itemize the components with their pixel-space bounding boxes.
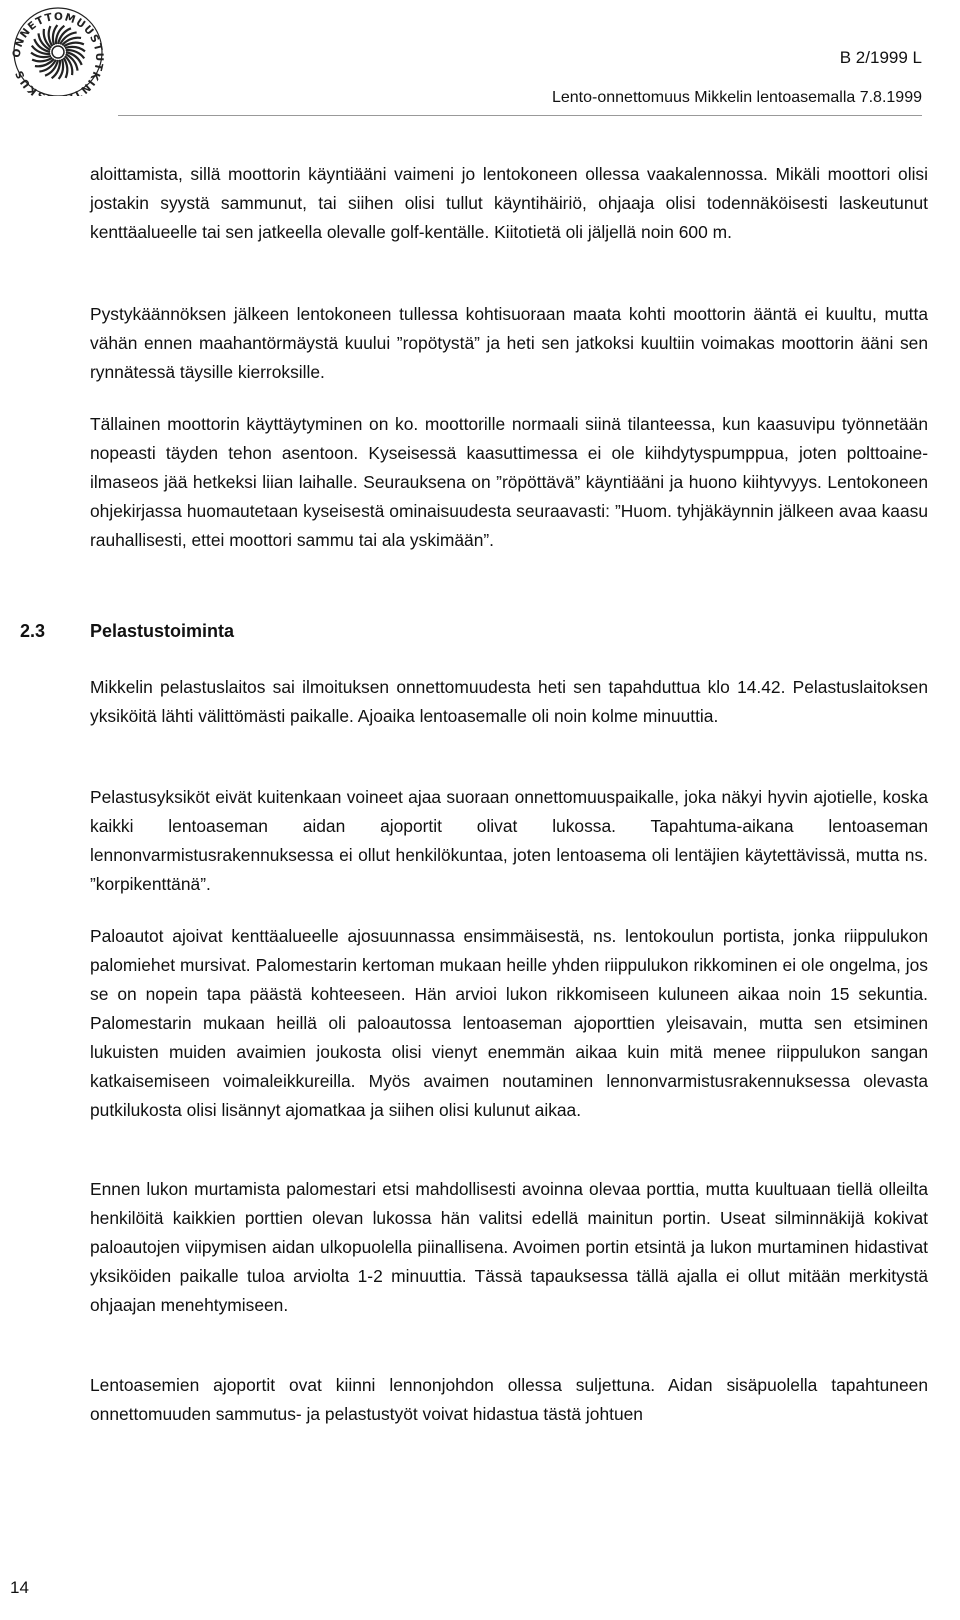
section-number: 2.3: [20, 621, 46, 641]
logo-swirl-stroke: [49, 26, 53, 46]
header-divider: [118, 115, 922, 116]
logo-swirl-stroke: [64, 43, 84, 47]
paragraph-1: aloittamista, sillä moottorin käyntiääni vaimeni jo lentokoneen ollessa vaakalennossa. Mikäli moottori olisi jostakin syystä sammunut, tai siihen olisi tullut käyntihäiriö, ohjaaja olisi todennäköisesti laskeutunut kenttäalueelle tai sen jatkeella olevalle golf-kentälle. Kiitotietä oli jäljellä noin 600 m.: [90, 164, 928, 242]
page-number: 14: [10, 1578, 29, 1597]
paragraph-2: Pystykäännöksen jälkeen lentokoneen tullessa kohtisuoraan maata kohti moottorin ääntä ei kuultu, mutta vähän ennen maahantörmäystä kuului ”ropötystä” ja heti sen jatkoksi kuultiin voimakas moottorin ääni sen rynnätessä täysille kierroksille.: [90, 304, 928, 382]
svg-text:ONNETTOMUUSTUTKINTAKESKUS: ONNETTOMUUSTUTKINT SKUS: [10, 10, 106, 96]
agency-logo: [2, 2, 114, 96]
paragraph-5: Pelastusyksiköt eivät kuitenkaan voineet ajaa suoraan onnettomuuspaikalle, joka näkyi hyvin ajotielle, koska kaikki lentoaseman aidan ajoportit olivat lukossa. Tapahtuma-aikana lentoaseman lennonvarmistusrakennuksessa ei ollut henkilökuntaa, joten lentoasema oli lentäjien käytettävissä, mutta ns. ”korpikenttänä”.: [90, 787, 928, 894]
report-code: B 2/1999 L: [839, 48, 922, 67]
logo-swirl-stroke: [64, 58, 68, 78]
logo-swirl-stroke: [32, 58, 52, 62]
paragraph-7: Ennen lukon murtamista palomestari etsi mahdollisesti avoinna olevaa porttia, mutta kuultuaan tiellä olleilta henkilöitä kaikkien porttien olevan lukossa hän valitsi edellä mainitun portin. Useat silminnäkijä kokivat paloautojen viipymisen aidan ulkopuolella piinallisena. Avoimen portin etsintä ja lukon murtaminen hidastivat yksiköiden paikalle tuloa arviolta 1-2 minuuttia. Tässä tapauksessa tällä ajalla ei ollut mitään merkitystä ohjaajan menehtymiseen.: [90, 1179, 928, 1315]
paragraph-6: Paloautot ajoivat kenttäalueelle ajosuunnassa ensimmäisestä, ns. lentokoulun portista, jonka riippulukon palomiehet mursivat. Palomestarin kertoman mukaan heille yhden riippulukon rikkominen ei ole ongelma, jos se on nopein tapa päästä kohteeseen. Hän arvioi lukon rikkomiseen kuluneen aikaa noin 15 sekuntia. Palomestarin mukaan heillä oli paloautossa lentoaseman ajoporttien yleisavain, mutta sen etsiminen lukuisten muiden avaimien joukosta olisi vienyt enemmän aikaa kuin mitä menee riippulukon sangan katkaisemiseen voimaleikkureilla. Myös avaimen noutaminen lennonvarmistusrakennuksessa olevasta putkilukosta olisi lisännyt ajomatkaa ja siihen olisi kulunut aikaa.: [90, 926, 928, 1120]
paragraph-4: Mikkelin pelastuslaitos sai ilmoituksen onnettomuudesta heti sen tapahduttua klo 14.42. Pelastuslaitoksen yksiköitä lähti välittömästi paikalle. Ajoaika lentoasemalle oli noin kolme minuuttia.: [90, 677, 928, 726]
paragraph-3: Tällainen moottorin käyttäytyminen on ko. moottorille normaali siinä tilanteessa, kun kaasuvipu työnnetään nopeasti täyden tehon asentoon. Kyseisessä kaasuttimessa ei ole kiihdytyspumppua, joten polttoaine-ilmaseos jää hetkeksi liian laihalle. Seurauksena on ”röpöttävä” käyntiääni ja huono kiihtyvyys. Lentokoneen ohjekirjassa huomautetaan kyseisestä ominaisuudesta seuraavasti: ”Huom. tyhjäkäynnin jälkeen avaa kaasu rauhallisesti, ettei moottori sammu tai ala yskimään”.: [90, 414, 928, 550]
section-title: Pelastustoiminta: [90, 621, 235, 641]
paragraph-8: Lentoasemien ajoportit ovat kiinni lennonjohdon ollessa suljettuna. Aidan sisäpuolella tapahtuneen onnettomuuden sammutus- ja pelastustyöt voivat hidastua tästä johtuen: [90, 1375, 928, 1424]
report-title: Lento-onnettomuus Mikkelin lentoasemalla 7.8.1999: [551, 89, 922, 106]
